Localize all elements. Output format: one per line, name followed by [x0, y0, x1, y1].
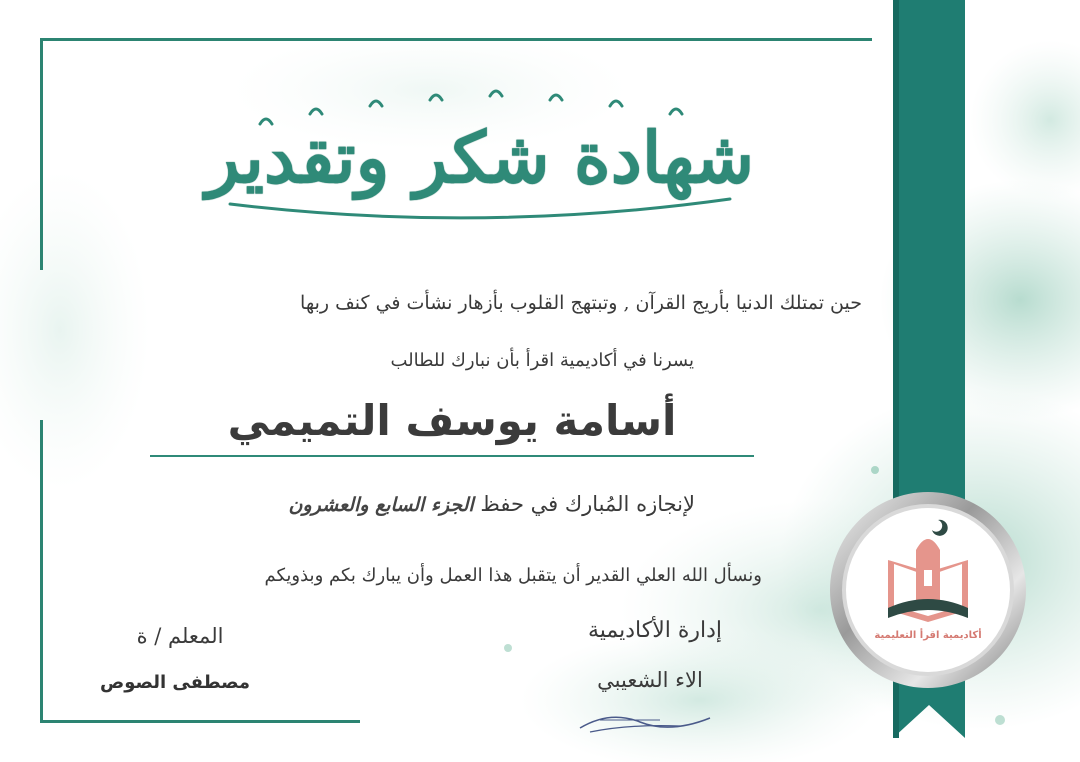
achievement-prefix: لإنجازه المُبارك في حفظ	[480, 492, 695, 516]
logo-caption: أكاديمية اقرأ التعليمية	[874, 630, 982, 641]
signature	[570, 700, 720, 740]
name-underline	[150, 455, 754, 457]
teacher-name: مصطفى الصوص	[99, 672, 250, 693]
frame-left-line-top	[40, 38, 43, 270]
intro-line-1: حين تمتلك الدنيا بأريج القرآن , وتبتهج القلوب بأزهار نشأت في كنف ربها	[300, 292, 862, 314]
achievement-line	[289, 492, 695, 516]
achievement-part: الجزء السابع والعشرون	[288, 494, 474, 516]
frame-left-line-bottom	[40, 420, 43, 722]
academy-logo-seal	[828, 490, 1028, 690]
student-name: أسامة يوسف التميمي	[227, 396, 677, 445]
admin-name: الاء الشعيبي	[597, 668, 703, 692]
frame-top-line	[40, 38, 872, 41]
prayer-line: ونسأل الله العلي القدير أن يتقبل هذا العمل وأن يبارك بكم وبذويكم	[264, 565, 762, 586]
teacher-title: المعلم / ة	[136, 624, 224, 648]
intro-line-2: يسرنا في أكاديمية اقرأ بأن نبارك للطالب	[390, 350, 694, 371]
certificate-title: شهادة شكر وتقدير	[205, 115, 755, 199]
admin-title: إدارة الأكاديمية	[587, 618, 723, 643]
frame-bottom-line	[40, 720, 360, 723]
